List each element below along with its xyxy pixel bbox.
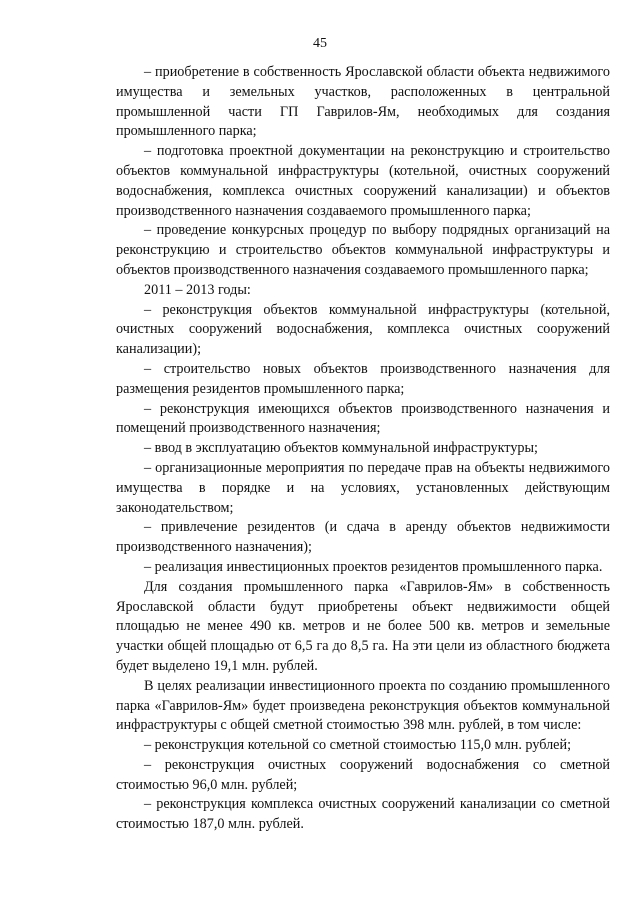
paragraph-reconstruction-existing: – реконструкция имеющихся объектов производственного назначения и помещений производственного назначения; <box>116 400 610 437</box>
paragraph-water-treatment-cost: – реконструкция очистных сооружений водоснабжения со сметной стоимостью 96,0 млн. рублей; <box>116 756 610 793</box>
paragraph-land-acquisition-funding: Для создания промышленного парка «Гаврилов-Ям» в собственность Ярославской области будут приобретены объект недвижимости общей площадью не менее 490 кв. метров и не более 500 кв. метров и земельные участки общей площадью от 6,5 га до 8,5 га. На эти цели из областного бюджета будет выделено 19,1 млн. рублей. <box>116 578 610 674</box>
paragraph-period-heading: 2011 – 2013 годы: <box>144 281 251 298</box>
paragraph-design-documentation: – подготовка проектной документации на реконструкцию и строительство объектов коммунальной инфраструктуры (котельной, очистных сооружений водоснабжения, комплекса очистных сооружений канализации) и объектов производственного назначения создаваемого промышленного парка; <box>116 143 610 219</box>
page-number: 45 <box>313 36 327 51</box>
paragraph-attracting-residents: – привлечение резидентов (и сдача в аренду объектов недвижимости производственного назначения); <box>116 519 610 556</box>
paragraph-organizational-measures: – организационные мероприятия по передаче прав на объекты недвижимого имущества в порядке и на условиях, установленных действующим законодательством; <box>116 459 610 516</box>
paragraph-reconstruction-infrastructure: – реконструкция объектов коммунальной инфраструктуры (котельной, очистных сооружений водоснабжения, комплекса очистных сооружений канализации); <box>116 301 610 358</box>
paragraph-boiler-cost: – реконструкция котельной со сметной стоимостью 115,0 млн. рублей; <box>144 737 572 754</box>
paragraph-commissioning: – ввод в эксплуатацию объектов коммунальной инфраструктуры; <box>144 440 538 457</box>
paragraph-reconstruction-cost: В целях реализации инвестиционного проекта по созданию промышленного парка «Гаврилов-Ям» будет произведена реконструкция объектов коммунальной инфраструктуры с общей сметной стоимостью 398 млн. рублей, в том числе: <box>116 677 610 734</box>
paragraph-new-construction: – строительство новых объектов производственного назначения для размещения резидентов промышленного парка; <box>116 360 610 397</box>
document-body <box>116 63 610 835</box>
paragraph-sewage-treatment-cost: – реконструкция комплекса очистных сооружений канализации со сметной стоимостью 187,0 млн. рублей. <box>116 796 610 833</box>
paragraph-acquisition: – приобретение в собственность Ярославской области объекта недвижимого имущества и земельных участков, расположенных в центральной промышленной части ГП Гаврилов-Ям, необходимых для создания промышленного парка; <box>116 64 610 140</box>
paragraph-investment-projects: – реализация инвестиционных проектов резидентов промышленного парка. <box>144 558 603 575</box>
paragraph-tender-procedures: – проведение конкурсных процедур по выбору подрядных организаций на реконструкцию и строительство объектов коммунальной инфраструктуры и объектов производственного назначения создаваемого промышленного парка; <box>116 222 610 278</box>
